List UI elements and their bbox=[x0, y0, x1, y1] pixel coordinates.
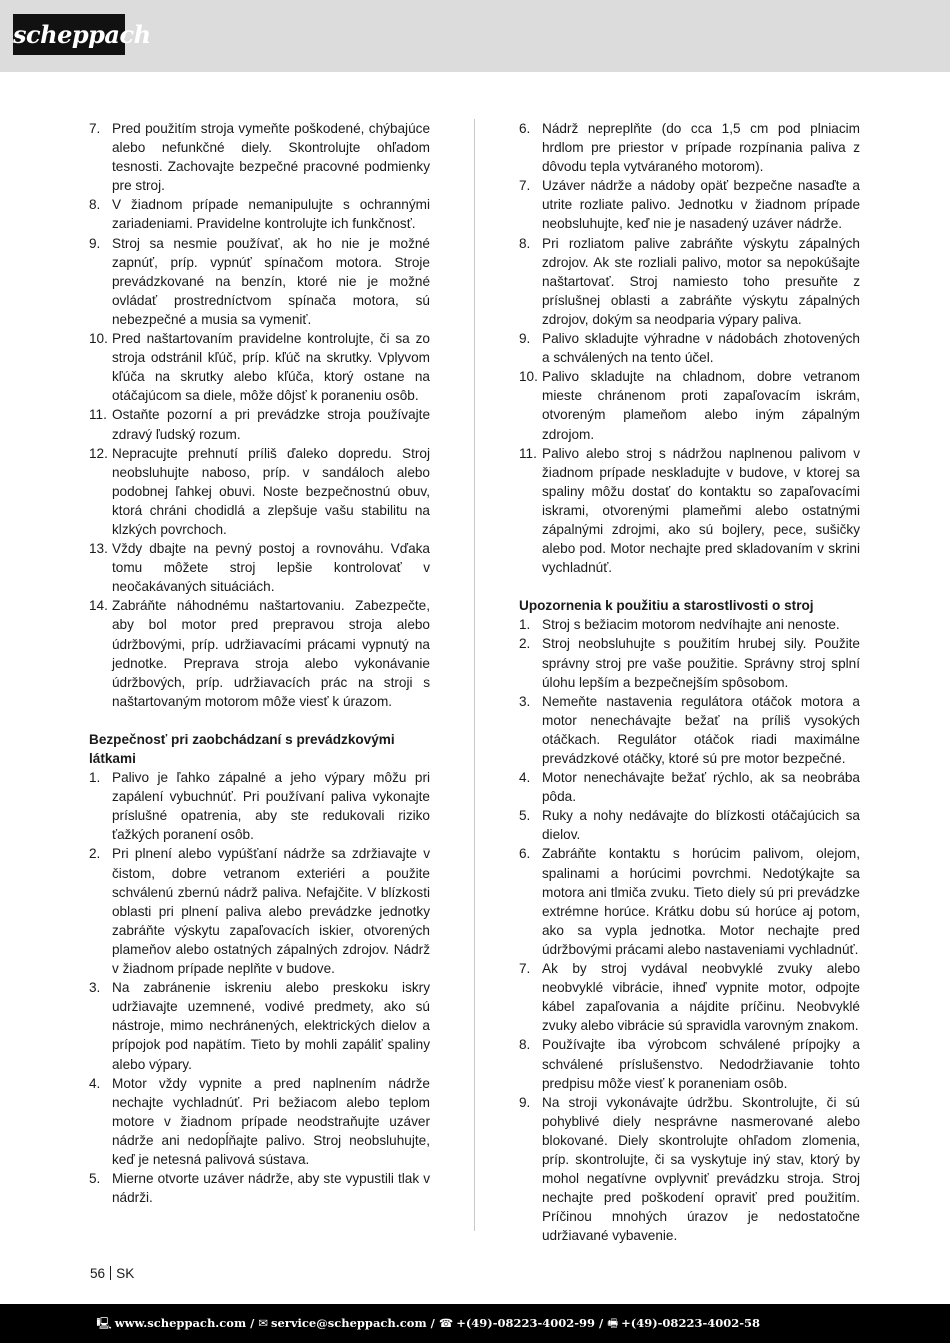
item-text: Nádrž nepreplňte (do cca 1,5 cm pod plniacim hrdlom pre priestor v prípade rozpínania paliva z dôvodu tepla vytváraného motorom). bbox=[542, 121, 860, 175]
item-text: Motor nenechávajte bežať rýchlo, ak sa neobrába pôda. bbox=[542, 770, 860, 805]
item-text: Mierne otvorte uzáver nádrže, aby ste vypustili tlak v nádrži. bbox=[112, 1171, 430, 1206]
fax-icon: 🖷 bbox=[607, 1316, 619, 1330]
list-item bbox=[89, 119, 430, 195]
mail-icon: ✉ bbox=[258, 1316, 269, 1330]
item-text: Palivo skladujte na chladnom, dobre vetranom mieste chránenom proti zapaľovacím iskrám, otvoreným plameňom alebo iným zápalným zdrojom. bbox=[542, 369, 860, 442]
item-text: Nemeňte nastavenia regulátora otáčok motora a motor nenechávajte bežať na príliš vysokých otáčkach. Regulátor otáčok riadi maximálne prevádzkové otáčky, ktoré sú pre motor bezpečné. bbox=[542, 693, 860, 766]
item-text: Zabráňte kontaktu s horúcim palivom, olejom, spalinami a horúcimi povrchmi. Nedotýkajte sa motora ani tlmiča zvuku. Tieto diely sú pri prevádzke extrémne horúce. Krátku dobu sú horúce aj potom, ako sa vypla jednotka. Motor nechajte pred údržbovými prácami alebo nastaveniami vychladnúť. bbox=[542, 846, 860, 957]
item-text: Na stroji vykonávajte údržbu. Skontrolujte, či sú pohyblivé diely nesprávne nasmerované alebo blokované. Diely skontrolujte ohľadom zlomenia, príp. skontrolujte, či sa vyskytuje iný stav, ktorý by mohol negatívne ovplyvniť prevádzku stroja. Stroj nechajte pred poškodení opraviť pred použitím. Príčinou mnohých úrazov je nedostatočne udržiavané vybavenie. bbox=[542, 1094, 860, 1244]
item-number: 6. bbox=[519, 846, 531, 862]
item-text: Pri plnení alebo vypúšťaní nádrže sa zdržiavajte v čistom, dobre vetranom exteriéri a použite schválenú zbernú nádrž paliva. Nefajčite. V blízkosti oblasti pri plnení paliva alebo prevádzke jednotky zabráňte výskytu zapaľovacích iskier, otvorených plameňov alebo ostatných zápalných zdrojov. Nádrž v žiadnom prípade neplňte v budove. bbox=[112, 846, 430, 977]
item-text: Nepracujte prehnutí príliš ďaleko dopredu. Stroj neobsluhujte naboso, príp. v sandáloch alebo podobnej ľahkej obuvi. Noste bezpečnostnú obuv, ktorá chráni chodidlá a zlepšuje vašu stabilitu na klzkých povrchoch. bbox=[112, 445, 430, 537]
item-number: 1. bbox=[89, 770, 101, 786]
list-item bbox=[89, 405, 430, 443]
item-text: Zabráňte náhodnému naštartovaniu. Zabezpečte, aby bol motor pred prepravou stroja alebo údržbovými, príp. udržiavacími prácami vypnutý na jednotke. Preprava stroja alebo vykonávanie údržbových, príp. udržiavacích prác na stroji s naštartovaným motorom môže viesť k úrazom. bbox=[112, 598, 430, 709]
monitor-icon: 🖳 bbox=[96, 1316, 112, 1330]
list-item bbox=[519, 959, 860, 1035]
item-number: 8. bbox=[519, 235, 531, 251]
item-number: 10. bbox=[519, 369, 538, 385]
item-number: 7. bbox=[519, 178, 531, 194]
item-text: V žiadnom prípade nemanipulujte s ochrannými zariadeniami. Pravidelne kontrolujte ich funkčnosť. bbox=[112, 197, 430, 232]
item-text: Pri rozliatom palive zabráňte výskytu zápalných zdrojov. Ak ste rozliali palivo, motor sa nepokúšajte naštartovať. Stroj namiesto toho presuňte z príslušnej oblasti a zabráňte výskytu zápalných zdrojov, dokým sa neodparia výpary paliva. bbox=[542, 235, 860, 327]
left-column bbox=[89, 119, 430, 1207]
list-item bbox=[89, 195, 430, 233]
footer-email[interactable]: service@scheppach.com / bbox=[271, 1316, 435, 1330]
separator-bar bbox=[110, 1266, 111, 1280]
footer-phone: +(49)-08223-4002-99 / bbox=[456, 1316, 604, 1330]
item-text: Stroj neobsluhujte s použitím hrubej sily. Použite správny stroj pre vaše použitie. Správny stroj splní úlohu lepším a bezpečnejším spôsobom. bbox=[542, 636, 860, 690]
item-number: 12. bbox=[89, 445, 108, 461]
list-item bbox=[519, 634, 860, 691]
list-item bbox=[89, 234, 430, 329]
footer-web[interactable]: www.scheppach.com / bbox=[114, 1316, 255, 1330]
item-text: Používajte iba výrobcom schválené prípojky a schválené príslušenstvo. Nedodržiavanie tohto predpisu môže viesť k poraneniam osôb. bbox=[542, 1037, 860, 1091]
item-number: 9. bbox=[519, 331, 531, 347]
footer-bar bbox=[0, 1304, 950, 1343]
list-item bbox=[519, 806, 860, 844]
right-list-1 bbox=[519, 119, 860, 577]
item-text: Na zabránenie iskreniu alebo preskoku iskry udržiavajte uzemnené, vodivé predmety, ako sú nástroje, mimo nechránených, elektrických dielov a prípojok pod napätím. Tieto by mohli zapáliť spaliny alebo výpary. bbox=[112, 980, 430, 1072]
list-item bbox=[519, 444, 860, 578]
item-number: 1. bbox=[519, 617, 531, 633]
item-text: Uzáver nádrže a nádoby opäť bezpečne nasaďte a utrite rozliate palivo. Jednotku v žiadnom prípade neobsluhujte, keď nie je nasadený uzáver nádrže. bbox=[542, 178, 860, 232]
list-item bbox=[519, 1035, 860, 1092]
item-text: Stroj sa nesmie používať, ak ho nie je možné zapnúť, príp. vypnúť spínačom motora. Stroje prevádzkované na benzín, ktoré nie je možné ovládať prostredníctvom spínača motora, sú nebezpečné a musia sa vymeniť. bbox=[112, 235, 430, 327]
list-item bbox=[89, 539, 430, 596]
right-column bbox=[519, 119, 860, 1245]
section-heading: Upozornenia k použitiu a starostlivosti o stroj bbox=[519, 598, 814, 614]
item-number: 14. bbox=[89, 598, 108, 614]
list-item bbox=[89, 596, 430, 711]
list-item bbox=[89, 978, 430, 1073]
item-text: Motor vždy vypnite a pred naplnením nádrže nechajte vychladnúť. Pri bežiacom alebo teplom motore v žiadnom prípade neodstraňujte uzáver nádrže ani nedopĺňajte palivo. Stroj neobsluhujte, keď je netesná palivová sústava. bbox=[112, 1075, 430, 1167]
item-number: 11. bbox=[89, 407, 107, 423]
item-number: 8. bbox=[89, 197, 101, 213]
list-item bbox=[519, 768, 860, 806]
list-item bbox=[519, 119, 860, 176]
item-text: Stroj s bežiacim motorom nedvíhajte ani nenoste. bbox=[542, 617, 840, 633]
section-gap bbox=[519, 577, 860, 596]
column-divider bbox=[474, 119, 475, 1231]
item-text: Ostaňte pozorní a pri prevádzke stroja používajte zdravý ľudský rozum. bbox=[112, 407, 430, 442]
page-language: SK bbox=[116, 1266, 135, 1281]
list-item bbox=[519, 844, 860, 959]
list-item bbox=[519, 234, 860, 329]
list-item bbox=[89, 444, 430, 539]
item-number: 5. bbox=[519, 808, 531, 824]
section-gap bbox=[89, 711, 430, 730]
item-number: 5. bbox=[89, 1171, 101, 1187]
item-text: Palivo alebo stroj s nádržou naplnenou palivom v žiadnom prípade neskladujte v budove, v ktorej sa spaliny môžu dostať do kontaktu so zapaľovacími iskrami, otvorenými plameňmi alebo ostatnými zápalnými zdrojmi, ako sú bojlery, pece, sušičky alebo pod. Motor nechajte pred skladovaním v skrini vychladnúť. bbox=[542, 445, 860, 576]
item-text: Palivo je ľahko zápalné a jeho výpary môžu pri zapálení vybuchnúť. Pri používaní paliva vykonajte príslušné opatrenia, aby ste redukovali riziko ťažkých poranení osôb. bbox=[112, 770, 430, 843]
list-item bbox=[519, 615, 860, 634]
right-list-2 bbox=[519, 615, 860, 1245]
item-text: Ruky a nohy nedávajte do blízkosti otáčajúcich sa dielov. bbox=[542, 808, 860, 843]
list-item bbox=[89, 1169, 430, 1207]
item-number: 4. bbox=[519, 770, 531, 786]
item-number: 6. bbox=[519, 121, 531, 136]
item-number: 8. bbox=[519, 1037, 531, 1053]
list-item bbox=[519, 692, 860, 768]
list-item bbox=[89, 844, 430, 978]
section-heading: Bezpečnosť pri zaobchádzaní s prevádzkovými látkami bbox=[89, 731, 395, 766]
list-item bbox=[519, 329, 860, 367]
item-text: Ak by stroj vydával neobvyklé zvuky alebo neobvyklé vibrácie, ihneď vypnite motor, odpojte kábel zapaľovania a nájdite príčinu. Neobvyklé zvuky alebo vibrácie sú spravidla varovným znakom. bbox=[542, 961, 860, 1034]
item-number: 7. bbox=[519, 961, 531, 977]
item-text: Pred naštartovaním pravidelne kontrolujte, či sa zo stroja odstránil kľúč, príp. kľúč na skrutky. Vplyvom kľúča na skrutky alebo kľúča, ktorý ostane na otáčajúcom sa diele, môže dôjsť k poraneniu osôb. bbox=[112, 331, 430, 404]
left-list-1 bbox=[89, 119, 430, 711]
item-number: 11. bbox=[519, 445, 537, 461]
brand-logo: scheppach bbox=[13, 14, 125, 55]
item-number: 10. bbox=[89, 331, 108, 347]
item-text: Pred použitím stroja vymeňte poškodené, chýbajúce alebo nefunkčné diely. Skontrolujte ohľadom tesnosti. Zachovajte bezpečné pracovné podmienky pre stroj. bbox=[112, 121, 430, 194]
list-item bbox=[519, 367, 860, 443]
item-text: Vždy dbajte na pevný postoj a rovnováhu. Vďaka tomu môžete stroj lepšie kontrolovať v neočakávaných situáciách. bbox=[112, 541, 430, 595]
item-number: 2. bbox=[519, 636, 531, 652]
footer-contact bbox=[96, 1316, 760, 1335]
item-text: Palivo skladujte výhradne v nádobách zhotovených a schválených na tento účel. bbox=[542, 331, 860, 366]
list-item bbox=[519, 176, 860, 233]
page-number bbox=[90, 1264, 134, 1283]
item-number: 9. bbox=[519, 1094, 531, 1110]
page-number-value: 56 bbox=[90, 1266, 106, 1281]
list-item bbox=[89, 768, 430, 844]
list-item bbox=[89, 1074, 430, 1169]
phone-icon: ☎ bbox=[438, 1316, 454, 1330]
item-number: 7. bbox=[89, 121, 101, 136]
item-number: 4. bbox=[89, 1075, 101, 1091]
item-number: 3. bbox=[519, 693, 531, 709]
item-number: 13. bbox=[89, 541, 108, 557]
item-number: 2. bbox=[89, 846, 101, 862]
item-number: 9. bbox=[89, 235, 101, 251]
left-list-2 bbox=[89, 768, 430, 1207]
header-bar bbox=[0, 0, 950, 72]
footer-fax: +(49)-08223-4002-58 bbox=[621, 1316, 760, 1330]
item-number: 3. bbox=[89, 980, 101, 996]
list-item bbox=[519, 1093, 860, 1246]
list-item bbox=[89, 329, 430, 405]
